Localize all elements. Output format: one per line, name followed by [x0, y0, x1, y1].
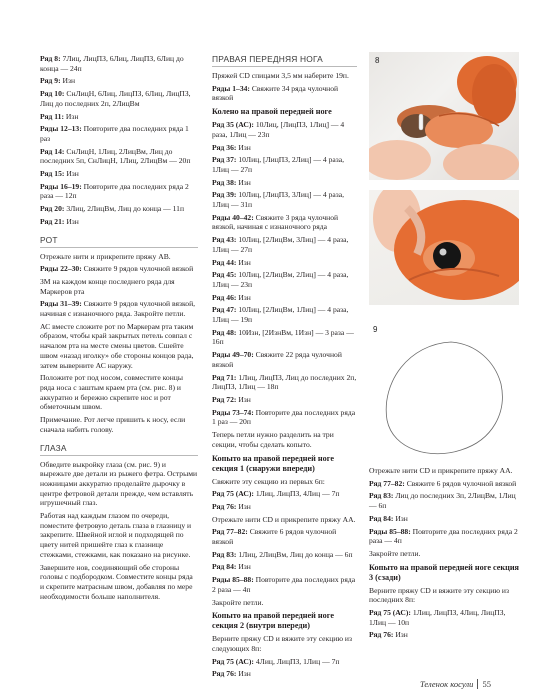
row-text: 10Лиц, [ЛицПЗ, 1Лиц] — 4 раза, 1Лиц — 23п — [212, 120, 345, 139]
instruction-row — [212, 258, 357, 268]
row-label: Ряды 73–74: — [212, 407, 254, 417]
row-text: Изн — [236, 257, 251, 267]
row-text: СнЛицН, 1Лиц, 2ЛицВм, Лиц до последних 5п, СнЛицН, 1Лиц, 2ЛицВм — 20п — [40, 146, 191, 166]
row-label: Ряд 75 (АС): — [212, 489, 254, 499]
row-text: Положите рот под носом, совместите концы ряда носа с заштым краем рта (см. рис. 8) и аккуратно и бережно скрепите нос и рот обметочным швом. — [40, 373, 183, 412]
row-label: Ряд 71: — [212, 372, 237, 382]
row-text: Изн — [236, 142, 251, 152]
instruction-row — [40, 182, 198, 201]
page-footer — [420, 679, 491, 689]
instruction-row — [212, 598, 357, 608]
row-text: Свяжите 6 рядов чулочной вязкой — [404, 478, 517, 488]
row-text: Верните пряжу CD и вяжите эту секцию из последних 8п: — [369, 585, 509, 605]
row-text: Изн — [236, 292, 251, 302]
instruction-row — [40, 169, 198, 179]
row-label: Ряд 47: — [212, 305, 237, 315]
instruction-row — [212, 213, 357, 232]
row-label: Ряд 83: — [369, 491, 394, 501]
instruction-row — [40, 322, 198, 371]
subheading-knee: Колено на правой передней ноге — [212, 107, 332, 117]
instruction-row — [40, 252, 198, 262]
column-right — [369, 466, 519, 643]
photo-fawn-eye — [369, 190, 519, 305]
row-text: Изн — [236, 177, 251, 187]
row-label: Ряд 77–82: — [369, 478, 405, 488]
row-text: Изн — [64, 169, 79, 179]
row-label: Ряды 22–30: — [40, 264, 82, 274]
hoof-section-2-continued — [369, 466, 519, 559]
row-text: 1Лиц, ЛицПЗ, 4Лиц — 7п — [253, 489, 340, 499]
instruction-row — [212, 143, 357, 153]
instruction-row — [369, 514, 519, 524]
instruction-row — [212, 489, 357, 499]
instruction-row — [212, 430, 357, 449]
row-text: Повторите два последних ряда 1 раз — [40, 124, 189, 143]
row-text: Повторите два последних ряда 2 раза — 4п — [369, 526, 518, 546]
eye-template-diagram — [369, 322, 519, 462]
row-label: Ряд 21: — [40, 216, 65, 226]
row-label: Ряд 45: — [212, 270, 237, 280]
row-text: Изн — [393, 630, 408, 640]
row-label: Ряд 35 (АС): — [212, 120, 254, 130]
instruction-row — [212, 562, 357, 572]
instruction-row — [40, 563, 198, 602]
row-label: Ряды 85–88: — [369, 526, 411, 536]
row-text: 10Лиц, [ЛицПЗ, 3Лиц] — 4 раза, 1Лиц — 31п — [212, 190, 345, 210]
row-text: 4Лиц, ЛицПЗ, 1Лиц — 7п — [253, 656, 340, 666]
instruction-row — [40, 264, 198, 274]
instruction-row — [212, 305, 357, 324]
row-text: ЗМ на каждом конце последнего ряда для Маркеров рта — [40, 276, 175, 296]
column-middle — [212, 54, 357, 682]
eye-shape-outline — [386, 342, 502, 454]
instruction-row — [40, 415, 198, 434]
leg-intro — [212, 71, 357, 103]
row-text: Изн — [393, 513, 408, 523]
instruction-row — [40, 147, 198, 166]
instruction-row — [369, 491, 519, 510]
row-label: Ряд 9: — [40, 76, 61, 86]
figure-number: 8 — [375, 56, 380, 65]
instruction-row — [369, 479, 519, 489]
instruction-row — [212, 350, 357, 369]
row-label: Ряд 83: — [212, 549, 237, 559]
row-label: Ряд 84: — [212, 562, 237, 572]
instruction-row — [369, 630, 519, 640]
row-label: Ряды 31–39: — [40, 299, 82, 309]
row-text: Свяжите 3 ряда чулочной вязкой, начиная с изнаночного ряда — [212, 212, 339, 232]
row-label: Ряд 75 (АС): — [212, 656, 254, 666]
row-text: АС вместе сложите рот по Маркерам рта таким образом, чтобы край закрытых петель совпал с началом рта на месте смены цветов. Сшейте швом «назад иголку» обе стороны концов рада, затем выверните АС наружу. — [40, 321, 194, 370]
instruction-row — [212, 190, 357, 209]
instruction-row — [212, 502, 357, 512]
eyes-instructions — [40, 460, 198, 602]
instruction-row — [40, 299, 198, 318]
section-divider — [40, 247, 198, 248]
instruction-row — [212, 477, 357, 487]
row-label: Ряд 72: — [212, 394, 237, 404]
instruction-row — [212, 155, 357, 174]
row-text: СнЛицН, 6Лиц, ЛицПЗ, 6Лиц, ЛицПЗ, Лиц до последних 2п, 2ЛицВм — [40, 89, 191, 108]
row-text: Повторите два последних ряда 2 раза — 4п — [212, 575, 356, 594]
row-text: 3Лиц, 2ЛицВм, Лиц до конца — 11п — [64, 204, 185, 214]
row-text: Изн — [236, 501, 251, 511]
instruction-row — [40, 511, 198, 560]
row-text: Свяжите 9 рядов чулочной вязкой, начиная с изнаночного ряда. Закройте петли. — [40, 299, 196, 319]
row-label: Ряды 16–19: — [40, 181, 82, 191]
instruction-row — [212, 515, 357, 525]
row-text: Изн — [236, 669, 251, 679]
row-text: 1Лиц, 2ЛицВм, Лиц до конца — 6п — [236, 549, 353, 559]
row-text: Свяжите 34 ряда чулочной вязкой — [212, 83, 339, 103]
instruction-row — [40, 217, 198, 227]
instruction-row — [40, 277, 198, 296]
instruction-row — [212, 575, 357, 594]
row-text: Свяжите 22 ряда чулочной вязкой — [212, 350, 342, 369]
instruction-row — [40, 76, 198, 86]
instruction-row — [212, 527, 357, 546]
row-label: Ряд 76: — [212, 669, 237, 679]
photo-fawn-eye-drawing — [369, 190, 519, 305]
row-text: Повторите два последних ряда 2 раза — 12п — [40, 181, 189, 201]
row-text: Отрежьте нити CD и прикрепите пряжу АА. — [212, 514, 356, 524]
column-left — [40, 54, 198, 604]
section-title-front-leg: ПРАВАЯ ПЕРЕДНЯЯ НОГА — [212, 54, 323, 64]
knee-rows — [212, 120, 357, 449]
instruction-row — [40, 54, 198, 73]
instruction-row — [369, 608, 519, 627]
instruction-row — [212, 395, 357, 405]
page-number: 55 — [477, 679, 491, 689]
instruction-row — [212, 71, 357, 81]
row-label: Ряды 85–88: — [212, 575, 254, 585]
hoof-section-2-rows — [212, 634, 357, 679]
instruction-text: Завершите нов, соединяющий обе стороны головы с подбородком. Совместите концы ряда и скрепите матрасным швом, добавляя по мере необходимости больше наполнителя. — [40, 562, 193, 601]
subheading-hoof-section-2: Копыто на правой передней ноге секция 2 (внутри впереди) — [212, 611, 334, 631]
row-text: 10Изн, [2ИзнВм, 1Изн] — 3 раза — 16п — [212, 327, 354, 347]
row-label: Ряд 14: — [40, 146, 65, 156]
row-label: Ряды 40–42: — [212, 212, 254, 222]
row-label: Ряд 76: — [212, 501, 237, 511]
instruction-text: Работая над каждым глазом по очереди, поместите фетровую деталь глаза в глазницу и закрепите. Швейной иглой и подходящей по цвету нитей пришейте глаз к глазнице стежками, стежками, как показано на рисунке. — [40, 511, 192, 559]
row-label: Ряд 10: — [40, 89, 65, 99]
subheading-hoof-section-3: Копыто на правой передней ноге секция 3 (сзади) — [369, 562, 519, 582]
hoof-section-3-rows — [369, 586, 519, 641]
row-text: Закройте петли. — [212, 597, 264, 607]
row-text: Отрежьте нити и прикрепите пряжу АВ. — [40, 251, 171, 261]
instruction-row — [40, 204, 198, 214]
row-label: Ряды 12–13: — [40, 124, 82, 134]
instruction-row — [369, 549, 519, 559]
instruction-row — [212, 408, 357, 427]
book-title: Теленок косули — [420, 679, 474, 689]
section-title-eyes: ГЛАЗА — [40, 442, 67, 453]
row-label: Ряды 49–70: — [212, 350, 254, 360]
instruction-row — [212, 270, 357, 289]
instruction-row — [40, 373, 198, 412]
instruction-row — [369, 586, 519, 605]
photo-fawn-nose-drawing — [369, 52, 519, 180]
hoof-section-1-rows — [212, 477, 357, 608]
rows-block-1 — [40, 54, 198, 227]
row-text: Изн — [236, 562, 251, 572]
instruction-row — [40, 112, 198, 122]
row-text: Лиц до последних 3п, 2ЛицВм, 1Лиц — 6п — [369, 491, 516, 511]
row-label: Ряд 20: — [40, 204, 65, 214]
row-label: Ряд 11: — [40, 111, 64, 121]
row-text: Теперь петли нужно разделить на три секции, чтобы сделать копыто. — [212, 430, 334, 449]
instruction-row — [212, 657, 357, 667]
row-text: 1Лиц, ЛицПЗ, 4Лиц, ЛицПЗ, 1Лиц — 10п — [369, 608, 506, 627]
row-label: Ряд 77–82: — [212, 527, 248, 537]
instruction-row — [212, 669, 357, 679]
row-label: Ряд 44: — [212, 257, 237, 267]
row-text: 10Лиц, [2ЛицВм, 1Лиц] — 4 раза, 1Лиц — 19п — [212, 305, 349, 325]
instruction-row — [369, 527, 519, 546]
row-label: Ряд 75 (АС): — [369, 608, 411, 618]
row-text: Изн — [60, 76, 76, 86]
row-label: Ряд 48: — [212, 327, 237, 337]
row-label: Ряд 38: — [212, 177, 237, 187]
instruction-row — [212, 178, 357, 188]
instruction-row — [212, 235, 357, 254]
instruction-row — [212, 328, 357, 347]
instruction-row — [212, 634, 357, 653]
row-label: Ряд 39: — [212, 190, 237, 200]
row-label: Ряд 15: — [40, 169, 65, 179]
row-label: Ряд 46: — [212, 292, 237, 302]
instruction-row — [212, 373, 357, 392]
section-title-mouth: РОТ — [40, 234, 58, 245]
mouth-instructions — [40, 252, 198, 435]
row-text: Свяжите эту секцию из первых 6п: — [212, 476, 325, 486]
row-text: Изн — [64, 111, 79, 121]
row-text: Свяжите 6 рядов чулочной вязкой — [212, 527, 337, 547]
row-text: Свяжите 9 рядов чулочной вязкой — [81, 264, 194, 274]
row-text: Изн — [64, 216, 79, 226]
row-label: Ряд 36: — [212, 142, 237, 152]
instruction-row — [212, 84, 357, 103]
instruction-row — [40, 460, 198, 509]
row-label: Ряд 37: — [212, 155, 237, 165]
instruction-text: Обведите выкройку глаза (см. рис. 9) и вырежьте две детали из рыжего фетра. Острыми ножницами аккуратно проделайте дырочку в центре фетровой детали прежде, чем вставлять игрушечный глаз. — [40, 459, 198, 508]
row-text: Повторите два последних ряда 1 раз — 20п — [212, 407, 356, 427]
row-label: Ряды 1–34: — [212, 83, 250, 93]
row-text: Изн — [236, 394, 251, 404]
section-divider — [40, 455, 198, 456]
subheading-hoof-section-1: Копыто на правой передней ноге секция 1 (снаружи впереди) — [212, 453, 334, 473]
photo-fawn-nose — [369, 52, 519, 180]
row-text: Пряжей CD спицами 3,5 мм наберите 19п. — [212, 71, 349, 80]
row-text: 10Лиц, [2ЛицВм, 2Лиц] — 4 раза, 1Лиц — 23п — [212, 270, 349, 289]
row-text: Примечание. Рот легче пришить к носу, если сначала набить голову. — [40, 415, 186, 434]
row-label: Ряд 8: — [40, 54, 61, 63]
row-text: Закройте петли. — [369, 548, 421, 558]
row-text: Верните пряжу CD и вяжите эту секцию из следующих 8п: — [212, 634, 352, 653]
instruction-row — [212, 550, 357, 560]
row-label: Ряд 76: — [369, 630, 394, 640]
instruction-row — [40, 124, 198, 143]
figure-number: 9 — [373, 325, 378, 334]
row-text: Отрежьте нити CD и прикрепите пряжу АА. — [369, 466, 513, 475]
section-divider — [212, 66, 357, 67]
instruction-row — [212, 293, 357, 303]
row-label: Ряд 43: — [212, 235, 237, 245]
row-text: 10Лиц, [2ЛицВм, 3Лиц] — 4 раза, 1Лиц — 27п — [212, 235, 349, 254]
row-text: 1Лиц, ЛицПЗ, Лиц до последних 2п, ЛицПЗ, 1Лиц — 18п — [212, 372, 357, 392]
instruction-row — [40, 89, 198, 108]
row-text: 7Лиц, ЛицПЗ, 6Лиц, ЛицПЗ, 6Лиц до конца — 24п — [40, 54, 184, 73]
row-label: Ряд 84: — [369, 513, 394, 523]
instruction-row — [212, 120, 357, 139]
row-text: 10Лиц, [ЛицПЗ, 2Лиц] — 4 раза, 1Лиц — 27п — [212, 155, 345, 174]
instruction-row — [369, 466, 519, 476]
